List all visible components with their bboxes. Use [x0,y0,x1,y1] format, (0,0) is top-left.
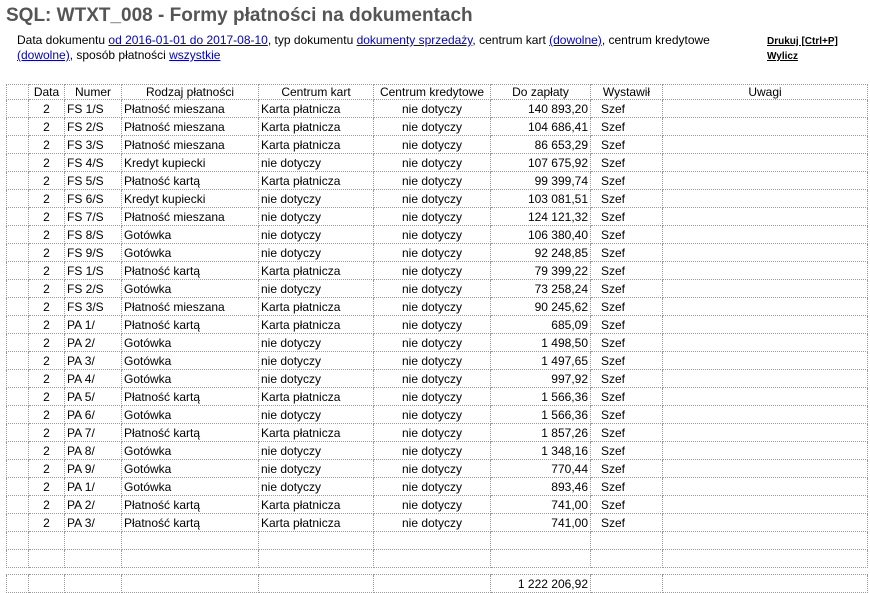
cell-number: FS 7/S [65,208,122,226]
cell-issued-by: Szef [591,280,663,298]
cell-payment-type: Kredyt kupiecki [122,190,259,208]
row-marker[interactable] [7,316,29,334]
cell-number: FS 1/S [65,262,122,280]
cell-payment-type: Gotówka [122,460,259,478]
cell-card-center: nie dotyczy [259,154,374,172]
cell-card-center: Karta płatnicza [259,118,374,136]
cell-issued-by: Szef [591,406,663,424]
row-marker[interactable] [7,460,29,478]
column-header-notes[interactable]: Uwagi [663,85,868,100]
payment-method-link[interactable]: wszystkie [169,48,221,62]
table-row[interactable] [7,226,868,244]
cell-amount-due: 685,09 [491,316,591,334]
cell-payment-type: Gotówka [122,352,259,370]
cell-amount-due: 1 348,16 [491,442,591,460]
table-row[interactable] [7,352,868,370]
cell-credit-center: nie dotyczy [374,514,491,532]
credit-center-link[interactable]: (dowolne) [17,48,70,62]
table-row[interactable] [7,478,868,496]
calculate-button[interactable]: Wylicz [767,51,798,62]
cell-amount-due: 1 498,50 [491,334,591,352]
cell-amount-due: 741,00 [491,496,591,514]
cell-issued-by: Szef [591,262,663,280]
cell-number: FS 8/S [65,226,122,244]
cell-payment-type: Płatność kartą [122,388,259,406]
column-header-number[interactable]: Numer [65,85,122,100]
cell-credit-center: nie dotyczy [374,460,491,478]
table-row[interactable] [7,100,868,118]
row-marker[interactable] [7,190,29,208]
table-row[interactable] [7,262,868,280]
cell-number: FS 1/S [65,100,122,118]
cell-payment-type: Płatność mieszana [122,100,259,118]
date-label: Data dokumentu [17,33,109,47]
cell-card-center: nie dotyczy [259,280,374,298]
cell-card-center: nie dotyczy [259,334,374,352]
cell-number: FS 2/S [65,118,122,136]
cell-notes [663,280,868,298]
cell-notes [663,424,868,442]
cell-card-center: nie dotyczy [259,460,374,478]
cell-notes [663,208,868,226]
cell-issued-by: Szef [591,172,663,190]
cell-card-center: nie dotyczy [259,208,374,226]
cell-date: 2 [29,460,65,478]
cell-amount-due: 140 893,20 [491,100,591,118]
card-center-link[interactable]: (dowolne) [549,33,602,47]
table-row[interactable] [7,118,868,136]
row-marker[interactable] [7,208,29,226]
total-amount: 1 222 206,92 [491,575,591,593]
cell-date: 2 [29,478,65,496]
column-header-credit-center[interactable]: Centrum kredytowe [374,85,491,100]
cell-amount-due: 106 380,40 [491,226,591,244]
cell-notes [663,136,868,154]
cell-number: FS 4/S [65,154,122,172]
cell-issued-by: Szef [591,298,663,316]
row-marker[interactable] [7,100,29,118]
cell-date: 2 [29,136,65,154]
cell-credit-center: nie dotyczy [374,154,491,172]
cell-payment-type: Płatność mieszana [122,136,259,154]
table-row[interactable] [7,244,868,262]
cell-amount-due: 99 399,74 [491,172,591,190]
cell-date: 2 [29,100,65,118]
cell-card-center: Karta płatnicza [259,388,374,406]
cell-credit-center: nie dotyczy [374,388,491,406]
row-marker[interactable] [7,298,29,316]
cell-notes [663,388,868,406]
report-parameters [17,33,747,63]
cell-card-center: Karta płatnicza [259,496,374,514]
cell-payment-type: Płatność kartą [122,514,259,532]
table-row[interactable] [7,298,868,316]
page-title: SQL: WTXT_008 - Formy płatności na dokumentach [6,5,473,26]
cell-date: 2 [29,244,65,262]
column-header-issued-by[interactable]: Wystawił [591,85,663,100]
cell-payment-type: Gotówka [122,406,259,424]
cell-issued-by: Szef [591,514,663,532]
cell-credit-center: nie dotyczy [374,442,491,460]
row-marker[interactable] [7,514,29,532]
cell-payment-type: Gotówka [122,478,259,496]
cell-number: PA 1/ [65,316,122,334]
cell-issued-by: Szef [591,208,663,226]
cell-number: PA 4/ [65,370,122,388]
date-range-link[interactable]: od 2016-01-01 do 2017-08-10 [108,33,268,47]
cell-card-center: nie dotyczy [259,190,374,208]
cell-card-center: Karta płatnicza [259,100,374,118]
cell-number: FS 5/S [65,172,122,190]
cell-credit-center: nie dotyczy [374,496,491,514]
cell-issued-by: Szef [591,496,663,514]
row-marker[interactable] [7,154,29,172]
cell-credit-center: nie dotyczy [374,226,491,244]
cell-card-center: nie dotyczy [259,442,374,460]
cell-amount-due: 124 121,32 [491,208,591,226]
cell-credit-center: nie dotyczy [374,406,491,424]
cell-credit-center: nie dotyczy [374,316,491,334]
row-marker-header [7,85,29,100]
cell-credit-center: nie dotyczy [374,118,491,136]
cell-notes [663,478,868,496]
cell-number: PA 3/ [65,514,122,532]
cell-amount-due: 107 675,92 [491,154,591,172]
cell-number: PA 6/ [65,406,122,424]
total-row [7,575,868,593]
cell-issued-by: Szef [591,478,663,496]
row-marker[interactable] [7,172,29,190]
cell-notes [663,316,868,334]
row-marker[interactable] [7,370,29,388]
table-row[interactable] [7,496,868,514]
cell-date: 2 [29,514,65,532]
cell-amount-due: 104 686,41 [491,118,591,136]
cell-number: FS 6/S [65,190,122,208]
cell-notes [663,406,868,424]
cell-date: 2 [29,334,65,352]
cell-notes [663,514,868,532]
table-row[interactable] [7,442,868,460]
cell-amount-due: 103 081,51 [491,190,591,208]
payments-table [6,84,868,593]
cell-date: 2 [29,406,65,424]
doctype-link[interactable]: dokumenty sprzedaży [356,33,473,47]
cell-issued-by: Szef [591,190,663,208]
cell-amount-due: 741,00 [491,514,591,532]
cell-notes [663,118,868,136]
cell-number: PA 7/ [65,424,122,442]
cell-credit-center: nie dotyczy [374,262,491,280]
cell-number: PA 9/ [65,460,122,478]
cell-number: PA 3/ [65,352,122,370]
cell-number: FS 3/S [65,136,122,154]
cell-number: FS 2/S [65,280,122,298]
cell-credit-center: nie dotyczy [374,244,491,262]
cell-credit-center: nie dotyczy [374,280,491,298]
cell-card-center: Karta płatnicza [259,316,374,334]
empty-row [7,532,868,550]
report-actions [767,34,838,64]
row-marker[interactable] [7,334,29,352]
cell-payment-type: Kredyt kupiecki [122,154,259,172]
cell-date: 2 [29,262,65,280]
row-marker[interactable] [7,244,29,262]
cell-number: PA 2/ [65,496,122,514]
cell-credit-center: nie dotyczy [374,190,491,208]
cell-date: 2 [29,208,65,226]
cell-issued-by: Szef [591,316,663,334]
cell-credit-center: nie dotyczy [374,478,491,496]
cell-number: FS 3/S [65,298,122,316]
cell-credit-center: nie dotyczy [374,370,491,388]
cell-date: 2 [29,154,65,172]
column-header-card-center[interactable]: Centrum kart [259,85,374,100]
cell-issued-by: Szef [591,334,663,352]
cell-payment-type: Gotówka [122,442,259,460]
cell-issued-by: Szef [591,244,663,262]
cell-credit-center: nie dotyczy [374,100,491,118]
row-marker[interactable] [7,424,29,442]
payment-method-label: , sposób płatności [69,48,170,62]
cell-issued-by: Szef [591,460,663,478]
cell-amount-due: 86 653,29 [491,136,591,154]
cell-card-center: Karta płatnicza [259,262,374,280]
cell-card-center: nie dotyczy [259,244,374,262]
cell-date: 2 [29,118,65,136]
cell-notes [663,460,868,478]
empty-row [7,550,868,568]
cell-credit-center: nie dotyczy [374,334,491,352]
table-row[interactable] [7,334,868,352]
cell-amount-due: 893,46 [491,478,591,496]
cell-date: 2 [29,280,65,298]
table-row[interactable] [7,172,868,190]
cell-payment-type: Płatność kartą [122,172,259,190]
cell-notes [663,226,868,244]
cell-issued-by: Szef [591,100,663,118]
card-center-label: , centrum kart [472,33,550,47]
table-row[interactable] [7,154,868,172]
table-row[interactable] [7,388,868,406]
cell-card-center: Karta płatnicza [259,298,374,316]
table-row[interactable] [7,316,868,334]
cell-amount-due: 770,44 [491,460,591,478]
cell-card-center: Karta płatnicza [259,136,374,154]
cell-date: 2 [29,424,65,442]
cell-payment-type: Płatność kartą [122,496,259,514]
cell-payment-type: Płatność kartą [122,262,259,280]
cell-number: PA 2/ [65,334,122,352]
column-header-date[interactable]: Data [29,85,65,100]
table-row[interactable] [7,370,868,388]
cell-card-center: Karta płatnicza [259,424,374,442]
table-row[interactable] [7,460,868,478]
row-marker[interactable] [7,280,29,298]
cell-card-center: nie dotyczy [259,226,374,244]
cell-credit-center: nie dotyczy [374,208,491,226]
row-marker[interactable] [7,442,29,460]
cell-payment-type: Gotówka [122,226,259,244]
table-row[interactable] [7,280,868,298]
print-button[interactable]: Drukuj [Ctrl+P] [767,36,838,47]
row-marker[interactable] [7,352,29,370]
cell-date: 2 [29,370,65,388]
cell-payment-type: Płatność mieszana [122,118,259,136]
cell-credit-center: nie dotyczy [374,424,491,442]
cell-notes [663,262,868,280]
cell-card-center: nie dotyczy [259,478,374,496]
cell-date: 2 [29,190,65,208]
cell-payment-type: Gotówka [122,280,259,298]
cell-date: 2 [29,442,65,460]
cell-payment-type: Płatność kartą [122,316,259,334]
cell-payment-type: Płatność mieszana [122,298,259,316]
cell-date: 2 [29,298,65,316]
cell-notes [663,334,868,352]
cell-notes [663,370,868,388]
cell-issued-by: Szef [591,118,663,136]
cell-date: 2 [29,172,65,190]
cell-issued-by: Szef [591,388,663,406]
row-marker[interactable] [7,406,29,424]
table-row[interactable] [7,406,868,424]
cell-amount-due: 1 857,26 [491,424,591,442]
cell-notes [663,244,868,262]
cell-notes [663,154,868,172]
cell-notes [663,190,868,208]
cell-number: PA 8/ [65,442,122,460]
cell-issued-by: Szef [591,352,663,370]
table-row[interactable] [7,514,868,532]
cell-number: PA 5/ [65,388,122,406]
cell-card-center: Karta płatnicza [259,172,374,190]
cell-card-center: Karta płatnicza [259,514,374,532]
cell-card-center: nie dotyczy [259,406,374,424]
cell-issued-by: Szef [591,226,663,244]
row-marker[interactable] [7,388,29,406]
row-marker[interactable] [7,478,29,496]
table-row[interactable] [7,136,868,154]
cell-payment-type: Gotówka [122,244,259,262]
cell-date: 2 [29,316,65,334]
cell-amount-due: 997,92 [491,370,591,388]
row-marker[interactable] [7,136,29,154]
row-marker[interactable] [7,226,29,244]
cell-payment-type: Gotówka [122,370,259,388]
credit-center-label: , centrum kredytowe [601,33,710,47]
cell-card-center: nie dotyczy [259,352,374,370]
cell-notes [663,172,868,190]
table-body [7,100,868,568]
cell-date: 2 [29,226,65,244]
cell-issued-by: Szef [591,442,663,460]
row-marker[interactable] [7,262,29,280]
cell-date: 2 [29,352,65,370]
cell-notes [663,352,868,370]
cell-amount-due: 92 248,85 [491,244,591,262]
row-marker[interactable] [7,496,29,514]
row-marker[interactable] [7,118,29,136]
table-header-row [7,85,868,100]
column-header-amount-due[interactable]: Do zapłaty [491,85,591,100]
table-row[interactable] [7,190,868,208]
table-row[interactable] [7,424,868,442]
footer-spacer [7,568,868,575]
cell-issued-by: Szef [591,370,663,388]
cell-notes [663,442,868,460]
table-row[interactable] [7,208,868,226]
cell-issued-by: Szef [591,154,663,172]
cell-amount-due: 1 497,65 [491,352,591,370]
cell-notes [663,100,868,118]
cell-issued-by: Szef [591,136,663,154]
cell-notes [663,298,868,316]
cell-number: FS 9/S [65,244,122,262]
cell-payment-type: Gotówka [122,334,259,352]
cell-payment-type: Płatność kartą [122,424,259,442]
cell-notes [663,496,868,514]
cell-amount-due: 90 245,62 [491,298,591,316]
cell-amount-due: 1 566,36 [491,388,591,406]
cell-credit-center: nie dotyczy [374,172,491,190]
cell-credit-center: nie dotyczy [374,136,491,154]
doctype-label: , typ dokumentu [267,33,357,47]
cell-date: 2 [29,496,65,514]
cell-amount-due: 1 566,36 [491,406,591,424]
cell-credit-center: nie dotyczy [374,298,491,316]
cell-number: PA 1/ [65,478,122,496]
cell-credit-center: nie dotyczy [374,352,491,370]
column-header-payment-type[interactable]: Rodzaj płatności [122,85,259,100]
cell-amount-due: 79 399,22 [491,262,591,280]
cell-card-center: nie dotyczy [259,370,374,388]
cell-amount-due: 73 258,24 [491,280,591,298]
cell-payment-type: Płatność mieszana [122,208,259,226]
cell-issued-by: Szef [591,424,663,442]
cell-date: 2 [29,388,65,406]
